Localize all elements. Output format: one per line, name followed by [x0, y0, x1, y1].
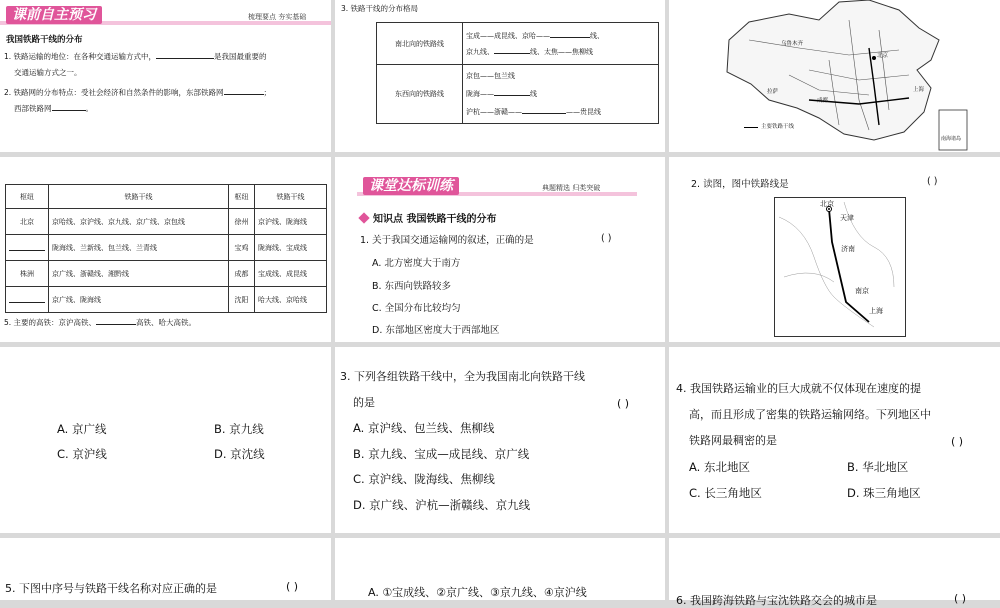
china-outline: [727, 0, 939, 140]
option-d[interactable]: D. 京沈线: [214, 447, 265, 461]
option-a[interactable]: A. 京广线: [57, 422, 107, 436]
option-a[interactable]: A. 东北地区: [689, 460, 750, 474]
option-b[interactable]: B. 华北地区: [847, 460, 909, 474]
answer-blank: [52, 102, 86, 111]
column-header: 铁路干线: [49, 185, 229, 209]
question-3-line-2: 的是: [353, 396, 375, 409]
section-banner: [0, 4, 331, 26]
option-b[interactable]: B. 京九线、宝成—成昆线、京广线: [353, 447, 530, 461]
option-c[interactable]: C. 全国分布比较均匀: [372, 303, 461, 314]
slide-china-railway-map: [669, 0, 1000, 152]
knowledge-point: 知识点 我国铁路干线的分布: [373, 214, 497, 225]
map-label: 北京: [877, 53, 889, 59]
table-row: 株洲 京广线、浙赣线、湘黔线 成都 宝成线、成昆线: [6, 261, 327, 287]
option-b[interactable]: B. 京九线: [214, 422, 264, 436]
question-2: 2. 读图，图中铁路线是: [691, 179, 789, 190]
option-c[interactable]: C. 京沪线: [57, 447, 107, 461]
option-d[interactable]: D. 东部地区密度大于西部地区: [372, 325, 500, 336]
slide-railway-layout: [335, 0, 665, 152]
slide-question-2: [669, 157, 1000, 342]
slide-question-5-options: [335, 538, 665, 600]
section-banner: [357, 175, 637, 197]
question-3: 3. 下列各组铁路干线中，全为我国南北向铁路干线: [340, 370, 585, 383]
banner-subtitle: 梳理要点 夯实基础: [248, 13, 307, 21]
option-b[interactable]: B. 东西向铁路较多: [372, 281, 452, 292]
answer-paren: ( ): [286, 580, 299, 593]
table-row: 陇海线、兰新线、包兰线、兰青线 宝鸡 陇海线、宝成线: [6, 235, 327, 261]
banner-subtitle: 典题精选 归类突破: [542, 184, 601, 192]
slide-class-exercise: [335, 157, 665, 342]
railway-layout-table: 南北向的铁路线 宝成——成昆线、京哈—— 线、 京九线、 线、太焦——焦柳线 东西向的铁路线 京包——包兰线 陇海—— 线 沪杭——浙赣—— ——贵昆线: [376, 22, 659, 124]
slide-question-6: [669, 538, 1000, 607]
column-header: 枢纽: [229, 185, 255, 209]
map-label: 南京: [855, 287, 869, 295]
legend-line: [744, 127, 758, 128]
map-label: 天津: [840, 214, 854, 222]
slide-question-3: [335, 347, 665, 533]
table-row: 京广线、陇海线 沈阳 哈大线、京哈线: [6, 287, 327, 313]
map-label: 北京: [820, 200, 834, 208]
answer-blank: [9, 242, 45, 251]
item-title: 3. 铁路干线的分布格局: [341, 4, 419, 13]
map-label: 上海: [869, 307, 883, 315]
slide-railway-hubs: [0, 157, 331, 342]
question-5: 5. 主要的高铁：京沪高铁、 高铁、哈大高铁。: [4, 318, 197, 327]
answer-blank: [96, 316, 136, 325]
slide-question-5: [0, 538, 331, 600]
banner-title: 课堂达标训练: [363, 177, 459, 195]
question-4: 4. 我国铁路运输业的巨大成就不仅体现在速度的提: [676, 382, 921, 395]
option-c[interactable]: C. 长三角地区: [689, 486, 762, 500]
question-4-line-2: 高，而且形成了密集的铁路运输网络。下列地区中: [689, 408, 931, 421]
answer-blank: [522, 105, 566, 114]
option-a[interactable]: A. 北方密度大于南方: [372, 258, 461, 269]
map-label: 拉萨: [767, 89, 779, 95]
row-label: 南北向的铁路线: [377, 23, 463, 65]
answer-paren: ( ): [601, 233, 612, 244]
question-5: 5. 下图中序号与铁路干线名称对应正确的是: [5, 582, 217, 595]
question-2: 2. 铁路网的分布特点：受社会经济和自然条件的影响，东部铁路网 ；: [4, 88, 272, 97]
row-label: 东西向的铁路线: [377, 65, 463, 124]
slide-question-4: [669, 347, 1000, 533]
map-label: 成都: [817, 98, 829, 104]
question-1: 1. 铁路运输的地位：在各种交通运输方式中， 是我国最重要的: [4, 52, 267, 61]
answer-blank: [9, 294, 45, 303]
answer-paren: ( ): [617, 397, 630, 410]
answer-blank: [494, 45, 530, 54]
banner-title: 课前自主预习: [6, 6, 102, 24]
answer-paren: ( ): [954, 592, 967, 605]
map-label: 上海: [913, 87, 925, 93]
hub-table: [5, 184, 327, 313]
answer-blank: [156, 50, 214, 59]
option-d[interactable]: D. 京广线、沪杭—浙赣线、京九线: [353, 498, 531, 512]
question-1: 1. 关于我国交通运输网的叙述，正确的是: [360, 235, 534, 246]
answer-paren: ( ): [927, 176, 938, 187]
slide-preview-study: [0, 0, 331, 152]
column-header: 枢纽: [6, 185, 49, 209]
option-c[interactable]: C. 京沪线、陇海线、焦柳线: [353, 472, 495, 486]
answer-blank: [550, 29, 590, 38]
column-header: 铁路干线: [255, 185, 327, 209]
diamond-icon: [358, 212, 369, 223]
map-label: 乌鲁木齐: [781, 41, 804, 47]
slide-question-2-options: [0, 347, 331, 533]
china-map: [669, 0, 1000, 152]
table-header: [6, 185, 327, 209]
question-2-line-2: 西部铁路网 。: [14, 104, 93, 113]
legend-label: 主要铁路干线: [761, 124, 795, 130]
map-label: 济南: [841, 245, 855, 253]
answer-blank: [494, 87, 530, 96]
question-4-line-3: 铁路网最稠密的是: [689, 434, 777, 447]
topic-heading: 我国铁路干线的分布: [6, 35, 83, 45]
table-row: 北京 京哈线、京沪线、京九线、京广线、京包线 徐州 京沪线、陇海线: [6, 209, 327, 235]
answer-blank: [224, 86, 264, 95]
question-6: 6. 我国跨海铁路与宝沈铁路交会的城市是: [676, 594, 877, 607]
option-d[interactable]: D. 珠三角地区: [847, 486, 921, 500]
question-1-line-2: 交通运输方式之一。: [14, 68, 82, 77]
answer-paren: ( ): [951, 435, 964, 448]
option-a[interactable]: A. ①宝成线、②京广线、③京九线、④京沪线: [368, 586, 587, 599]
map-label: 南海诸岛: [941, 136, 962, 142]
option-a[interactable]: A. 京沪线、包兰线、焦柳线: [353, 421, 495, 435]
